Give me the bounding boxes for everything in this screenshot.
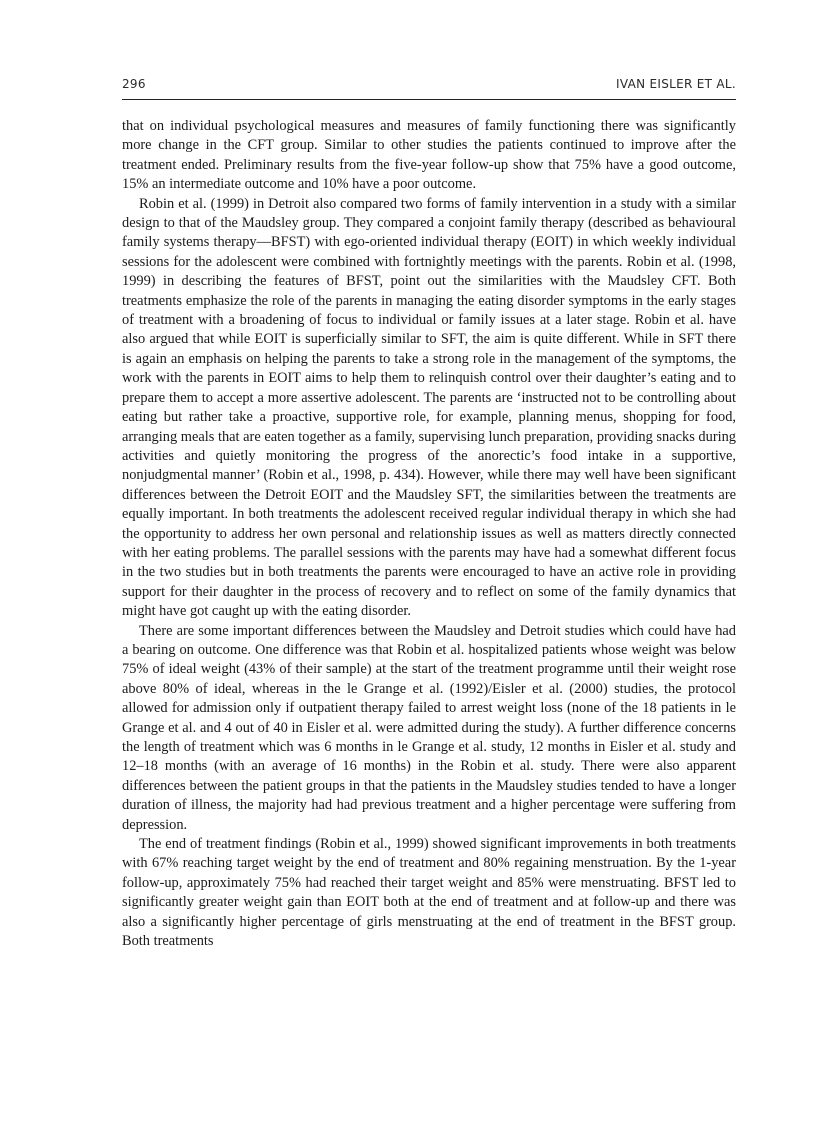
page-number: 296: [122, 77, 146, 91]
running-head: [122, 77, 736, 95]
paragraph: that on individual psychological measures and measures of family functioning there was significantly more change in the CFT group. Similar to other studies the patients continued to improve after the treatment ended. Preliminary results from the five-year follow-up show that 75% have a good outcome, 15% an intermediate outcome and 10% have a poor outcome.: [122, 118, 736, 193]
running-head-author: IVAN EISLER ET AL.: [616, 77, 736, 91]
paragraph: The end of treatment findings (Robin et al., 1999) showed significant improvements in both treatments with 67% reaching target weight by the end of treatment and 80% regaining menstruation. By the 1-year follow-up, approximately 75% had reached their target weight and 85% were menstruating. BFST led to significantly greater weight gain than EOIT both at the end of treatment and at follow-up and there was also a significantly higher percentage of girls menstruating at the end of treatment in the BFST group. Both treatments: [122, 836, 736, 950]
body-text: [122, 117, 736, 951]
paragraph: Robin et al. (1999) in Detroit also compared two forms of family intervention in a study with a similar design to that of the Maudsley group. They compared a conjoint family therapy (described as behavioural family systems therapy—BFST) with ego-oriented individual therapy (EOIT) in which weekly individual sessions for the adolescent were combined with fortnightly meetings with the parents. Robin et al. (1998, 1999) in describing the features of BFST, point out the similarities with the Maudsley CFT. Both treatments emphasize the role of the parents in managing the eating disorder symptoms in the early stages of treatment with a broadening of focus to individual or family issues at a later stage. Robin et al. have also argued that while EOIT is superficially similar to SFT, the aim is quite different. While in SFT there is again an emphasis on helping the parents to take a strong role in the management of the symptoms, the work with the parents in EOIT aims to help them to relinquish control over their daughter’s eating and to prepare them to accept a more assertive adolescent. The parents are ‘instructed not to be controlling about eating but rather take a proactive, supportive role, for example, planning menus, shopping for food, arranging meals that are eaten together as a family, supervising lunch preparation, providing snacks during activities and quietly monitoring the progress of the anorectic’s food intake in a supportive, nonjudgmental manner’ (Robin et al., 1998, p. 434). However, while there may well have been significant differences between the Detroit EOIT and the Maudsley SFT, the similarities between the treatments are equally important. In both treatments the adolescent received regular individual therapy in which she had the opportunity to address her own personal and relationship issues as well as matters directly connected with her eating problems. The parallel sessions with the parents may have had a somewhat different focus in the two studies but in both treatments the parents were encouraged to have an active role in providing support for their daughter in the process of recovery and to reflect on some of the family dynamics that might have got caught up with the eating disorder.: [122, 195, 736, 620]
paragraph: There are some important differences between the Maudsley and Detroit studies which could have had a bearing on outcome. One difference was that Robin et al. hospitalized patients whose weight was below 75% of ideal weight (43% of their sample) at the start of the treatment programme until their weight rose above 80% of ideal, whereas in the le Grange et al. (1992)/Eisler et al. (2000) studies, the protocol allowed for admission only if outpatient therapy failed to arrest weight loss (none of the 18 patients in le Grange et al. and 4 out of 40 in Eisler et al. were admitted during the study). A further difference concerns the length of treatment which was 6 months in le Grange et al. study, 12 months in Eisler et al. study and 12–18 months (with an average of 16 months) in the Robin et al. study. There were also apparent differences between the patient groups in that the patients in the Maudsley studies tended to have a longer duration of illness, the majority had had previous treatment and a higher percentage were suffering from depression.: [122, 622, 736, 833]
header-rule: [122, 99, 736, 100]
